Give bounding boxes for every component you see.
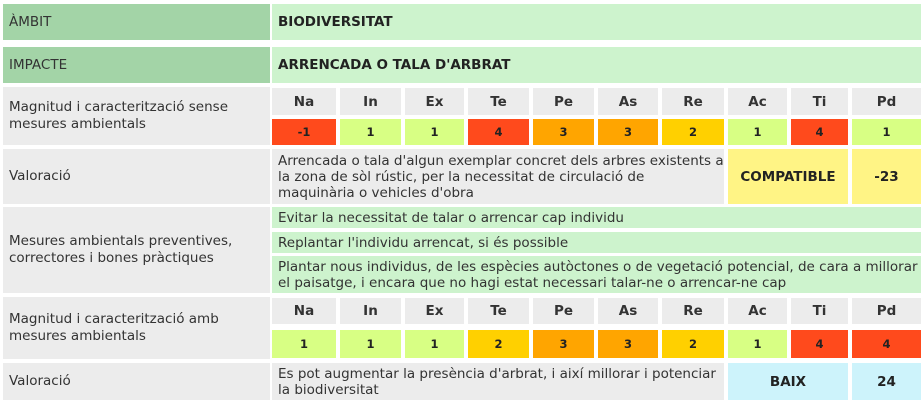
code-te: Te: [468, 298, 529, 324]
valoracio-score-2: 24: [852, 363, 921, 400]
code-pd: Pd: [852, 88, 921, 115]
code-as: As: [598, 88, 658, 115]
sense-value-ti: 4: [791, 119, 848, 145]
magnitud-amb-label: Magnitud i caracterització amb mesures ambientals: [3, 297, 270, 359]
mesura-item: Replantar l'individu arrencat, si és possible: [272, 232, 921, 253]
valoracio-result-2: BAIX: [728, 363, 848, 400]
sense-value-pd: 1: [852, 119, 921, 145]
ambit-label: ÀMBIT: [3, 4, 270, 40]
valoracio-text-2: Es pot augmentar la presència d'arbrat, i així millorar i potenciar la biodiversitat: [272, 363, 724, 400]
code-in: In: [340, 88, 401, 115]
sense-value-na: -1: [272, 119, 336, 145]
valoracio-label-2: Valoració: [3, 363, 270, 400]
sense-value-as: 3: [598, 119, 658, 145]
mesura-item: Plantar nous individus, de les espècies autòctones o de vegetació potencial, de cara a millorar el paisatge, i encara que no hagi estat necessari talar-ne o arrencar-ne cap: [272, 256, 921, 293]
code-re: Re: [662, 88, 724, 115]
amb-value-te: 2: [468, 330, 529, 358]
amb-value-ex: 1: [405, 330, 464, 358]
sense-value-re: 2: [662, 119, 724, 145]
valoracio-text-1: Arrencada o tala d'algun exemplar concret dels arbres existents a la zona de sòl rústic, per la necessitat de circulació de maquinària o vehicles d'obra: [272, 149, 724, 204]
sense-value-pe: 3: [533, 119, 594, 145]
code-ti: Ti: [791, 298, 848, 324]
amb-value-in: 1: [340, 330, 401, 358]
code-pd: Pd: [852, 298, 921, 324]
code-as: As: [598, 298, 658, 324]
mesura-item: Evitar la necessitat de talar o arrencar cap individu: [272, 207, 921, 228]
sense-value-te: 4: [468, 119, 529, 145]
code-na: Na: [272, 88, 336, 115]
amb-value-re: 2: [662, 330, 724, 358]
valoracio-result-1: COMPATIBLE: [728, 149, 848, 204]
amb-value-as: 3: [598, 330, 658, 358]
ambit-value: BIODIVERSITAT: [272, 4, 921, 40]
amb-value-pd: 4: [852, 330, 921, 358]
code-pe: Pe: [533, 298, 594, 324]
code-in: In: [340, 298, 401, 324]
valoracio-label-1: Valoració: [3, 149, 270, 204]
code-na: Na: [272, 298, 336, 324]
amb-value-pe: 3: [533, 330, 594, 358]
amb-value-ac: 1: [728, 330, 787, 358]
amb-value-na: 1: [272, 330, 336, 358]
code-ex: Ex: [405, 298, 464, 324]
impacte-value: ARRENCADA O TALA D'ARBRAT: [272, 47, 921, 83]
sense-value-in: 1: [340, 119, 401, 145]
valoracio-score-1: -23: [852, 149, 921, 204]
code-ac: Ac: [728, 298, 787, 324]
code-pe: Pe: [533, 88, 594, 115]
code-ex: Ex: [405, 88, 464, 115]
code-te: Te: [468, 88, 529, 115]
code-ti: Ti: [791, 88, 848, 115]
magnitud-sense-label: Magnitud i caracterització sense mesures ambientals: [3, 87, 270, 145]
code-re: Re: [662, 298, 724, 324]
mesures-label: Mesures ambientals preventives, correctores i bones pràctiques: [3, 207, 270, 293]
code-ac: Ac: [728, 88, 787, 115]
impacte-label: IMPACTE: [3, 47, 270, 83]
sense-value-ex: 1: [405, 119, 464, 145]
amb-value-ti: 4: [791, 330, 848, 358]
sense-value-ac: 1: [728, 119, 787, 145]
